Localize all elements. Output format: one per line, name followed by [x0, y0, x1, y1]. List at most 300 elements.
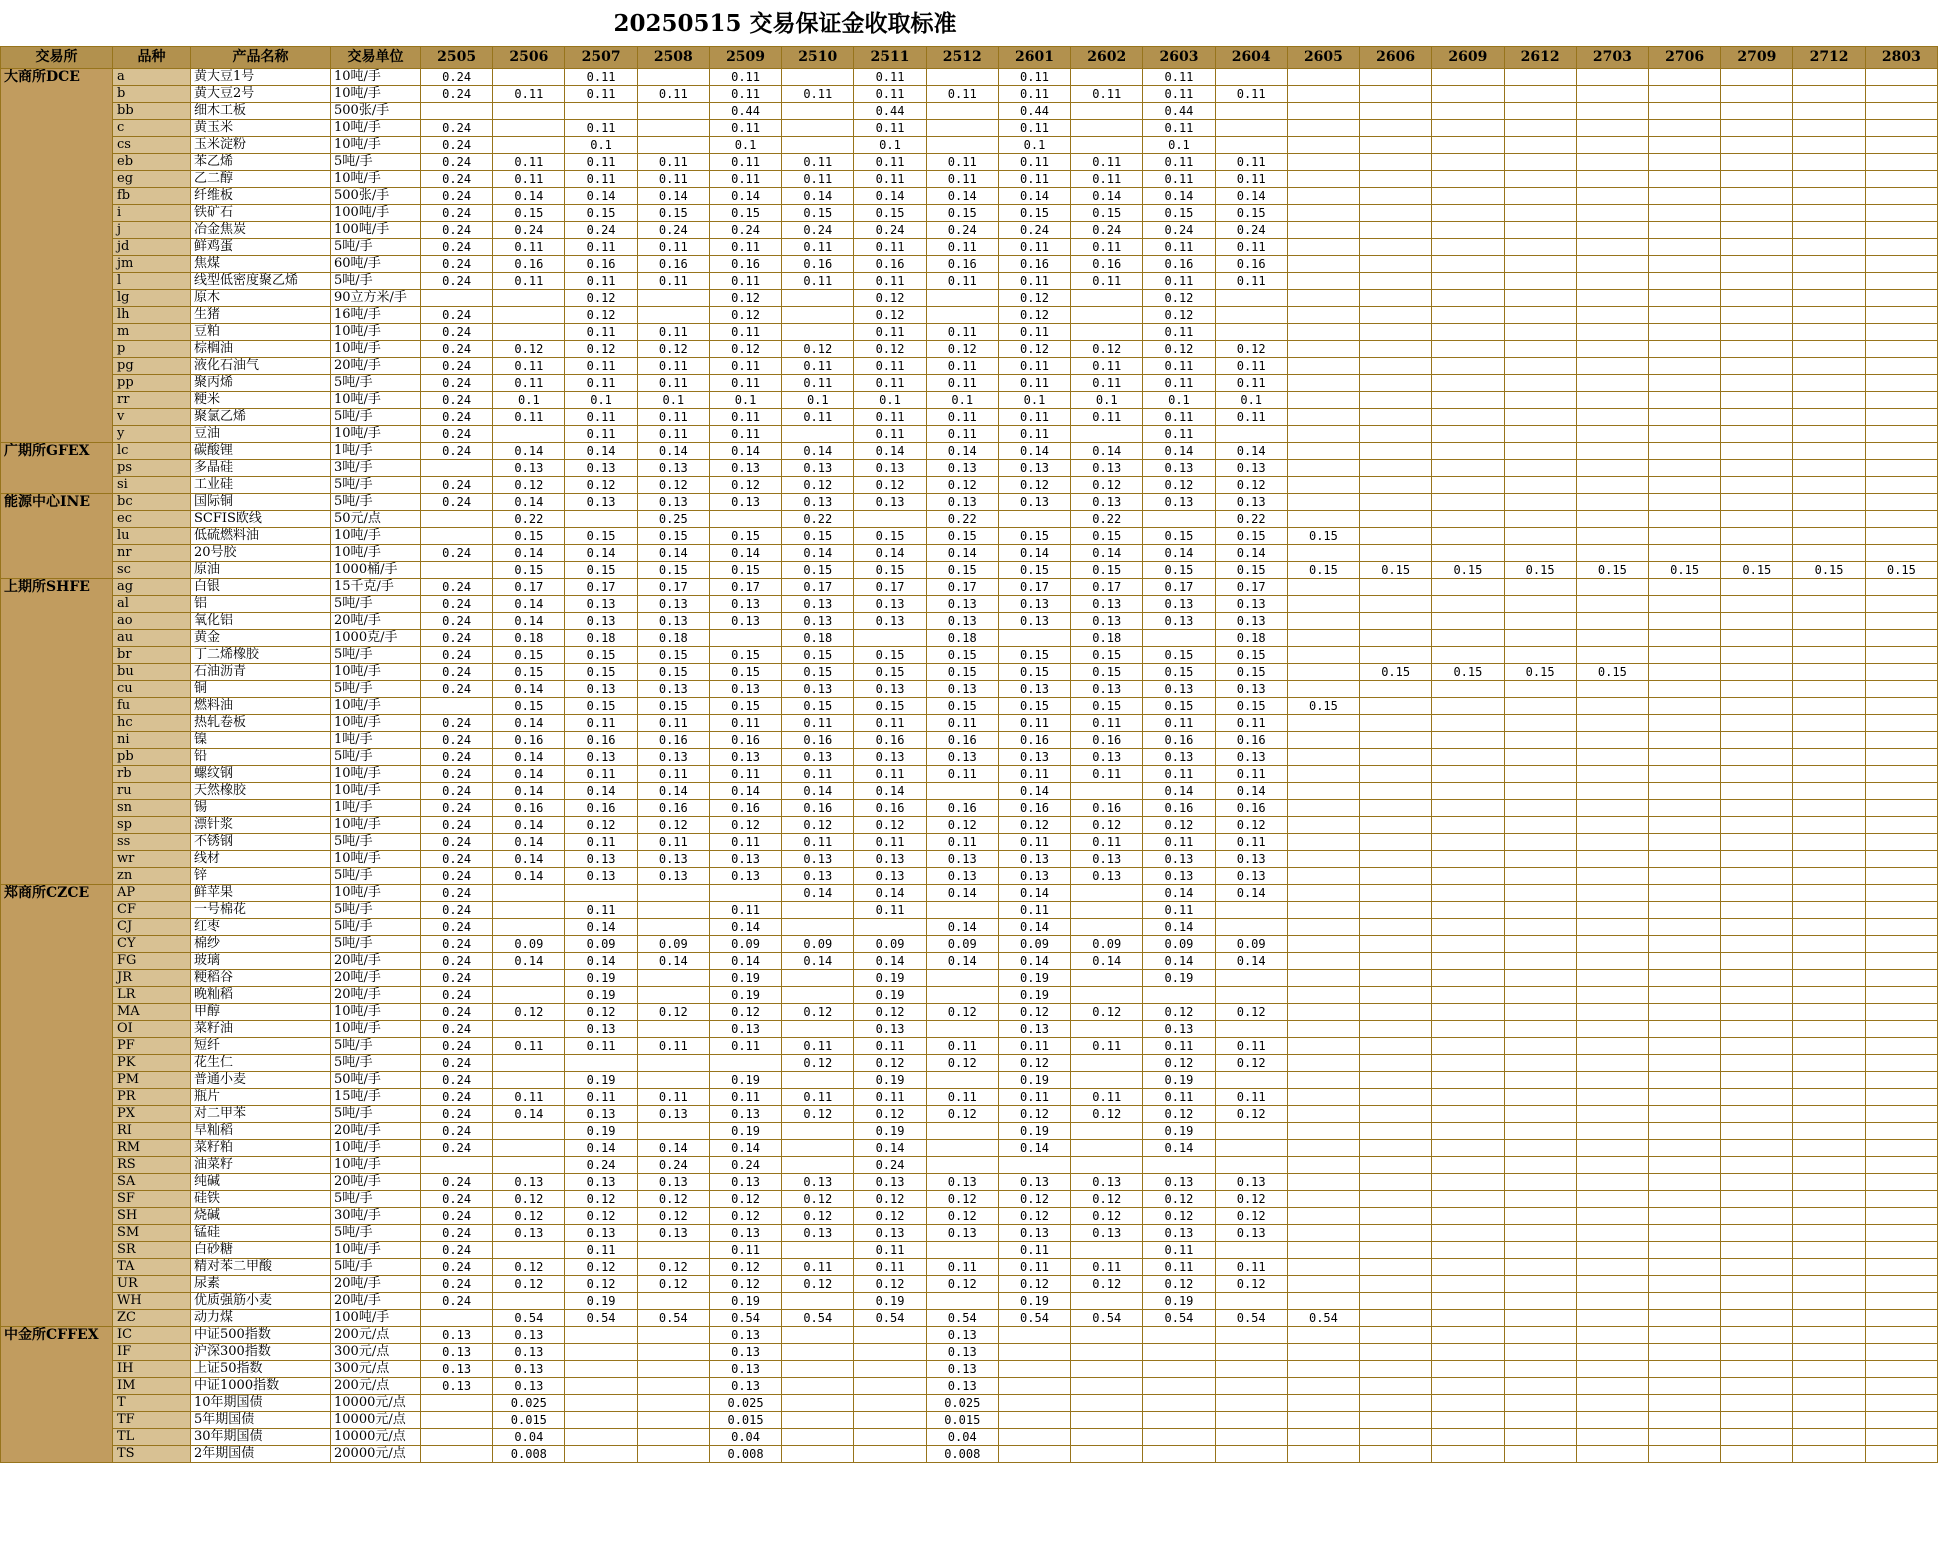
margin-cell[interactable]: 0.14 [782, 953, 854, 970]
margin-cell[interactable] [1360, 494, 1432, 511]
margin-cell[interactable] [926, 987, 998, 1004]
margin-cell[interactable]: 0.16 [854, 732, 926, 749]
margin-cell[interactable] [1360, 256, 1432, 273]
margin-cell[interactable]: 0.11 [565, 409, 637, 426]
margin-cell[interactable] [782, 324, 854, 341]
margin-cell[interactable]: 0.14 [854, 783, 926, 800]
margin-cell[interactable]: 0.15 [926, 562, 998, 579]
margin-cell[interactable]: 0.12 [565, 307, 637, 324]
margin-cell[interactable]: 0.09 [926, 936, 998, 953]
product-name-cell[interactable]: 花生仁 [191, 1055, 331, 1072]
margin-cell[interactable]: 0.13 [421, 1361, 493, 1378]
margin-cell[interactable]: 0.14 [854, 1140, 926, 1157]
margin-cell[interactable] [926, 1140, 998, 1157]
margin-cell[interactable] [1793, 1446, 1865, 1463]
margin-cell[interactable]: 0.13 [493, 1378, 565, 1395]
trading-unit-cell[interactable]: 10000元/点 [331, 1395, 421, 1412]
margin-cell[interactable] [1721, 902, 1793, 919]
margin-cell[interactable] [1648, 613, 1720, 630]
product-name-cell[interactable]: 豆粕 [191, 324, 331, 341]
margin-cell[interactable] [1793, 477, 1865, 494]
margin-cell[interactable]: 0.17 [854, 579, 926, 596]
margin-cell[interactable]: 0.14 [565, 545, 637, 562]
margin-cell[interactable] [1287, 1378, 1359, 1395]
margin-cell[interactable] [1721, 1446, 1793, 1463]
margin-cell[interactable] [493, 919, 565, 936]
product-name-cell[interactable]: 白银 [191, 579, 331, 596]
margin-cell[interactable]: 0.11 [637, 1089, 709, 1106]
margin-cell[interactable]: 0.11 [854, 154, 926, 171]
trading-unit-cell[interactable]: 10000元/点 [331, 1412, 421, 1429]
margin-cell[interactable] [1648, 579, 1720, 596]
margin-cell[interactable] [1865, 477, 1937, 494]
margin-cell[interactable] [1721, 103, 1793, 120]
margin-cell[interactable]: 0.1 [854, 392, 926, 409]
trading-unit-cell[interactable]: 5吨/手 [331, 936, 421, 953]
margin-cell[interactable] [1504, 188, 1576, 205]
margin-cell[interactable]: 0.12 [782, 341, 854, 358]
margin-cell[interactable] [1287, 1174, 1359, 1191]
margin-cell[interactable]: 0.13 [637, 851, 709, 868]
margin-cell[interactable]: 0.11 [1215, 1038, 1287, 1055]
margin-cell[interactable]: 0.15 [998, 647, 1070, 664]
margin-cell[interactable] [1287, 970, 1359, 987]
margin-cell[interactable] [1071, 885, 1143, 902]
margin-cell[interactable] [493, 1293, 565, 1310]
margin-cell[interactable] [1432, 188, 1504, 205]
margin-cell[interactable] [1504, 766, 1576, 783]
margin-cell[interactable]: 0.12 [709, 341, 781, 358]
margin-cell[interactable]: 0.12 [926, 477, 998, 494]
margin-cell[interactable] [1071, 987, 1143, 1004]
margin-cell[interactable] [1143, 1378, 1215, 1395]
margin-cell[interactable]: 0.11 [1215, 766, 1287, 783]
margin-cell[interactable] [1576, 443, 1648, 460]
margin-cell[interactable] [782, 426, 854, 443]
margin-cell[interactable] [1432, 749, 1504, 766]
margin-cell[interactable]: 0.13 [709, 749, 781, 766]
column-header-contract-2706[interactable]: 2706 [1648, 47, 1720, 69]
trading-unit-cell[interactable]: 10吨/手 [331, 341, 421, 358]
margin-cell[interactable] [1721, 1225, 1793, 1242]
margin-cell[interactable] [1576, 171, 1648, 188]
margin-cell[interactable]: 0.14 [709, 1140, 781, 1157]
symbol-cell[interactable]: PK [113, 1055, 191, 1072]
margin-cell[interactable]: 0.15 [998, 664, 1070, 681]
margin-cell[interactable]: 0.14 [637, 443, 709, 460]
margin-cell[interactable]: 0.13 [1143, 851, 1215, 868]
margin-cell[interactable]: 0.12 [998, 477, 1070, 494]
margin-cell[interactable]: 0.11 [854, 86, 926, 103]
margin-cell[interactable] [1721, 1004, 1793, 1021]
margin-cell[interactable]: 0.24 [421, 766, 493, 783]
margin-cell[interactable] [1865, 1089, 1937, 1106]
margin-cell[interactable] [1287, 222, 1359, 239]
margin-cell[interactable] [1287, 290, 1359, 307]
margin-cell[interactable]: 0.11 [782, 358, 854, 375]
trading-unit-cell[interactable]: 5吨/手 [331, 834, 421, 851]
margin-cell[interactable] [637, 902, 709, 919]
margin-cell[interactable]: 0.22 [1215, 511, 1287, 528]
margin-cell[interactable]: 0.11 [493, 375, 565, 392]
margin-cell[interactable] [1865, 341, 1937, 358]
margin-cell[interactable] [1432, 953, 1504, 970]
margin-cell[interactable] [1576, 1208, 1648, 1225]
margin-cell[interactable] [782, 919, 854, 936]
margin-cell[interactable] [1865, 375, 1937, 392]
margin-cell[interactable] [1143, 1412, 1215, 1429]
margin-cell[interactable]: 0.12 [782, 1191, 854, 1208]
margin-cell[interactable] [1648, 188, 1720, 205]
symbol-cell[interactable]: rr [113, 392, 191, 409]
margin-cell[interactable] [637, 1378, 709, 1395]
margin-cell[interactable] [782, 902, 854, 919]
margin-cell[interactable] [1504, 1242, 1576, 1259]
margin-cell[interactable] [1793, 341, 1865, 358]
margin-cell[interactable]: 0.11 [709, 1089, 781, 1106]
margin-cell[interactable]: 0.16 [782, 732, 854, 749]
margin-cell[interactable] [1793, 1429, 1865, 1446]
trading-unit-cell[interactable]: 10吨/手 [331, 766, 421, 783]
margin-cell[interactable]: 0.13 [709, 681, 781, 698]
margin-cell[interactable] [1504, 1327, 1576, 1344]
margin-cell[interactable] [1287, 800, 1359, 817]
symbol-cell[interactable]: SA [113, 1174, 191, 1191]
margin-cell[interactable] [1648, 205, 1720, 222]
trading-unit-cell[interactable]: 10吨/手 [331, 817, 421, 834]
product-name-cell[interactable]: 镍 [191, 732, 331, 749]
margin-cell[interactable]: 0.16 [998, 800, 1070, 817]
margin-cell[interactable]: 0.15 [565, 647, 637, 664]
margin-cell[interactable] [1648, 511, 1720, 528]
margin-cell[interactable] [1793, 1412, 1865, 1429]
trading-unit-cell[interactable]: 500张/手 [331, 188, 421, 205]
margin-cell[interactable] [1215, 137, 1287, 154]
margin-cell[interactable]: 0.12 [709, 817, 781, 834]
margin-cell[interactable]: 0.16 [1143, 800, 1215, 817]
trading-unit-cell[interactable]: 5吨/手 [331, 1191, 421, 1208]
margin-cell[interactable] [1287, 681, 1359, 698]
margin-cell[interactable]: 0.13 [1071, 460, 1143, 477]
margin-cell[interactable] [854, 919, 926, 936]
symbol-cell[interactable]: PM [113, 1072, 191, 1089]
margin-cell[interactable] [493, 290, 565, 307]
margin-cell[interactable] [1648, 154, 1720, 171]
margin-cell[interactable]: 0.11 [1071, 715, 1143, 732]
margin-cell[interactable] [1432, 341, 1504, 358]
margin-cell[interactable] [1360, 1140, 1432, 1157]
margin-cell[interactable]: 0.11 [565, 1089, 637, 1106]
margin-cell[interactable]: 0.11 [565, 1038, 637, 1055]
margin-cell[interactable]: 0.13 [493, 1344, 565, 1361]
margin-cell[interactable]: 0.44 [998, 103, 1070, 120]
margin-cell[interactable] [1432, 1106, 1504, 1123]
margin-cell[interactable] [493, 103, 565, 120]
product-name-cell[interactable]: 黄玉米 [191, 120, 331, 137]
margin-cell[interactable] [1287, 477, 1359, 494]
margin-cell[interactable] [998, 1344, 1070, 1361]
margin-cell[interactable]: 0.19 [998, 970, 1070, 987]
margin-cell[interactable] [1721, 800, 1793, 817]
margin-cell[interactable] [1865, 953, 1937, 970]
symbol-cell[interactable]: RS [113, 1157, 191, 1174]
margin-cell[interactable] [1287, 375, 1359, 392]
trading-unit-cell[interactable]: 10吨/手 [331, 171, 421, 188]
margin-cell[interactable] [1721, 630, 1793, 647]
margin-cell[interactable] [1504, 426, 1576, 443]
margin-cell[interactable]: 0.15 [1143, 528, 1215, 545]
margin-cell[interactable]: 0.24 [421, 664, 493, 681]
margin-cell[interactable] [1721, 358, 1793, 375]
margin-cell[interactable] [1071, 307, 1143, 324]
trading-unit-cell[interactable]: 20吨/手 [331, 358, 421, 375]
trading-unit-cell[interactable]: 5吨/手 [331, 477, 421, 494]
margin-cell[interactable]: 0.15 [1287, 562, 1359, 579]
margin-cell[interactable]: 0.16 [1143, 732, 1215, 749]
margin-cell[interactable]: 0.13 [1071, 1225, 1143, 1242]
margin-cell[interactable] [1793, 392, 1865, 409]
product-name-cell[interactable]: 纤维板 [191, 188, 331, 205]
symbol-cell[interactable]: bb [113, 103, 191, 120]
margin-cell[interactable] [782, 970, 854, 987]
margin-cell[interactable] [1576, 477, 1648, 494]
margin-cell[interactable]: 0.15 [782, 664, 854, 681]
margin-cell[interactable] [1504, 69, 1576, 86]
margin-cell[interactable] [1504, 1259, 1576, 1276]
margin-cell[interactable] [637, 290, 709, 307]
trading-unit-cell[interactable]: 10吨/手 [331, 120, 421, 137]
margin-cell[interactable] [1071, 1378, 1143, 1395]
margin-cell[interactable] [926, 1072, 998, 1089]
margin-cell[interactable] [1865, 239, 1937, 256]
margin-cell[interactable]: 0.11 [493, 239, 565, 256]
margin-cell[interactable]: 0.15 [1215, 647, 1287, 664]
margin-cell[interactable]: 0.09 [1071, 936, 1143, 953]
margin-cell[interactable]: 0.14 [709, 188, 781, 205]
symbol-cell[interactable]: lg [113, 290, 191, 307]
margin-cell[interactable] [1576, 647, 1648, 664]
margin-cell[interactable] [1721, 1259, 1793, 1276]
margin-cell[interactable] [1721, 1327, 1793, 1344]
margin-cell[interactable] [1287, 1293, 1359, 1310]
margin-cell[interactable]: 0.14 [926, 545, 998, 562]
margin-cell[interactable] [1648, 1446, 1720, 1463]
margin-cell[interactable]: 0.54 [782, 1310, 854, 1327]
column-header-contract-2603[interactable]: 2603 [1143, 47, 1215, 69]
margin-cell[interactable] [1576, 1021, 1648, 1038]
margin-cell[interactable]: 0.16 [926, 732, 998, 749]
margin-cell[interactable] [1865, 137, 1937, 154]
margin-cell[interactable]: 0.12 [854, 307, 926, 324]
symbol-cell[interactable]: sp [113, 817, 191, 834]
margin-cell[interactable]: 0.11 [926, 239, 998, 256]
margin-cell[interactable]: 0.12 [782, 817, 854, 834]
margin-cell[interactable] [1865, 324, 1937, 341]
margin-cell[interactable] [1648, 120, 1720, 137]
margin-cell[interactable]: 0.14 [1215, 783, 1287, 800]
trading-unit-cell[interactable]: 10吨/手 [331, 885, 421, 902]
margin-cell[interactable]: 0.11 [1143, 239, 1215, 256]
margin-cell[interactable]: 0.22 [1071, 511, 1143, 528]
margin-cell[interactable]: 0.1 [1143, 392, 1215, 409]
margin-cell[interactable] [1287, 851, 1359, 868]
margin-cell[interactable]: 0.13 [637, 613, 709, 630]
margin-cell[interactable] [1360, 1446, 1432, 1463]
margin-cell[interactable]: 0.12 [1071, 341, 1143, 358]
margin-cell[interactable] [709, 630, 781, 647]
trading-unit-cell[interactable]: 5吨/手 [331, 902, 421, 919]
margin-cell[interactable]: 0.15 [709, 647, 781, 664]
margin-cell[interactable] [1287, 1038, 1359, 1055]
margin-cell[interactable]: 0.12 [1071, 817, 1143, 834]
margin-cell[interactable] [1648, 137, 1720, 154]
margin-cell[interactable] [493, 987, 565, 1004]
margin-cell[interactable] [926, 970, 998, 987]
margin-cell[interactable]: 0.15 [637, 562, 709, 579]
trading-unit-cell[interactable]: 1吨/手 [331, 443, 421, 460]
margin-cell[interactable]: 0.11 [998, 154, 1070, 171]
margin-cell[interactable] [1504, 341, 1576, 358]
margin-cell[interactable] [1504, 1429, 1576, 1446]
margin-cell[interactable] [637, 1123, 709, 1140]
margin-cell[interactable] [782, 1072, 854, 1089]
margin-cell[interactable] [637, 307, 709, 324]
margin-cell[interactable] [1576, 834, 1648, 851]
margin-cell[interactable]: 0.14 [565, 188, 637, 205]
margin-cell[interactable]: 0.15 [1071, 698, 1143, 715]
symbol-cell[interactable]: LR [113, 987, 191, 1004]
margin-cell[interactable]: 0.11 [709, 120, 781, 137]
margin-cell[interactable]: 0.1 [565, 392, 637, 409]
margin-cell[interactable] [1648, 375, 1720, 392]
margin-cell[interactable] [1721, 1055, 1793, 1072]
trading-unit-cell[interactable]: 10吨/手 [331, 1157, 421, 1174]
column-header-contract-2510[interactable]: 2510 [782, 47, 854, 69]
margin-cell[interactable] [1215, 103, 1287, 120]
margin-cell[interactable]: 0.14 [493, 783, 565, 800]
product-name-cell[interactable]: 细木工板 [191, 103, 331, 120]
margin-cell[interactable] [1287, 409, 1359, 426]
symbol-cell[interactable]: IH [113, 1361, 191, 1378]
margin-cell[interactable] [1648, 494, 1720, 511]
margin-cell[interactable] [1793, 1327, 1865, 1344]
margin-cell[interactable]: 0.13 [565, 851, 637, 868]
margin-cell[interactable]: 0.11 [493, 171, 565, 188]
margin-cell[interactable] [1504, 868, 1576, 885]
margin-cell[interactable] [1287, 120, 1359, 137]
product-name-cell[interactable]: SCFIS欧线 [191, 511, 331, 528]
margin-cell[interactable]: 0.13 [493, 1174, 565, 1191]
trading-unit-cell[interactable]: 5吨/手 [331, 409, 421, 426]
margin-cell[interactable] [637, 137, 709, 154]
margin-cell[interactable] [1865, 817, 1937, 834]
margin-cell[interactable] [926, 1293, 998, 1310]
margin-cell[interactable] [1793, 545, 1865, 562]
symbol-cell[interactable]: ao [113, 613, 191, 630]
margin-cell[interactable] [782, 987, 854, 1004]
margin-cell[interactable] [1432, 783, 1504, 800]
margin-cell[interactable] [1504, 1106, 1576, 1123]
margin-cell[interactable] [854, 630, 926, 647]
margin-cell[interactable]: 0.15 [782, 205, 854, 222]
margin-cell[interactable] [1865, 1378, 1937, 1395]
margin-cell[interactable]: 0.12 [1143, 1004, 1215, 1021]
margin-cell[interactable] [1143, 987, 1215, 1004]
margin-cell[interactable] [565, 103, 637, 120]
margin-cell[interactable] [1865, 970, 1937, 987]
margin-cell[interactable]: 0.11 [854, 715, 926, 732]
margin-cell[interactable] [1721, 1208, 1793, 1225]
margin-cell[interactable] [1215, 970, 1287, 987]
product-name-cell[interactable]: 2年期国债 [191, 1446, 331, 1463]
margin-cell[interactable]: 0.13 [1215, 851, 1287, 868]
margin-cell[interactable]: 0.15 [1215, 562, 1287, 579]
margin-cell[interactable] [1721, 256, 1793, 273]
margin-cell[interactable] [1360, 1004, 1432, 1021]
margin-cell[interactable] [421, 1412, 493, 1429]
margin-cell[interactable]: 0.16 [1215, 732, 1287, 749]
margin-cell[interactable] [1360, 324, 1432, 341]
margin-cell[interactable]: 0.11 [926, 86, 998, 103]
margin-cell[interactable]: 0.12 [565, 1276, 637, 1293]
margin-cell[interactable] [926, 69, 998, 86]
margin-cell[interactable] [926, 103, 998, 120]
margin-cell[interactable] [1360, 1242, 1432, 1259]
margin-cell[interactable] [1576, 749, 1648, 766]
trading-unit-cell[interactable]: 15千克/手 [331, 579, 421, 596]
margin-cell[interactable] [1793, 460, 1865, 477]
margin-cell[interactable] [1432, 103, 1504, 120]
symbol-cell[interactable]: pb [113, 749, 191, 766]
margin-cell[interactable]: 0.11 [709, 154, 781, 171]
margin-cell[interactable] [1432, 1208, 1504, 1225]
margin-cell[interactable]: 0.12 [1215, 1191, 1287, 1208]
margin-cell[interactable]: 0.14 [493, 613, 565, 630]
margin-cell[interactable] [1071, 1055, 1143, 1072]
margin-cell[interactable] [1360, 103, 1432, 120]
margin-cell[interactable]: 0.13 [782, 681, 854, 698]
margin-cell[interactable]: 0.13 [782, 749, 854, 766]
trading-unit-cell[interactable]: 10吨/手 [331, 715, 421, 732]
margin-cell[interactable] [1648, 1429, 1720, 1446]
margin-cell[interactable] [1648, 1395, 1720, 1412]
margin-cell[interactable]: 0.19 [1143, 1293, 1215, 1310]
margin-cell[interactable] [1504, 1293, 1576, 1310]
margin-cell[interactable]: 0.11 [998, 1038, 1070, 1055]
margin-cell[interactable]: 0.14 [565, 1140, 637, 1157]
margin-cell[interactable]: 0.24 [493, 222, 565, 239]
product-name-cell[interactable]: 沪深300指数 [191, 1344, 331, 1361]
margin-cell[interactable]: 0.13 [782, 1225, 854, 1242]
margin-cell[interactable] [1793, 851, 1865, 868]
margin-cell[interactable] [1648, 392, 1720, 409]
product-name-cell[interactable]: 豆油 [191, 426, 331, 443]
symbol-cell[interactable]: i [113, 205, 191, 222]
margin-cell[interactable] [493, 307, 565, 324]
margin-cell[interactable]: 0.12 [1143, 1191, 1215, 1208]
margin-cell[interactable] [1648, 1072, 1720, 1089]
trading-unit-cell[interactable]: 1000桶/手 [331, 562, 421, 579]
margin-cell[interactable] [1793, 885, 1865, 902]
margin-cell[interactable]: 0.015 [709, 1412, 781, 1429]
margin-cell[interactable] [1215, 1072, 1287, 1089]
trading-unit-cell[interactable]: 10000元/点 [331, 1429, 421, 1446]
margin-cell[interactable] [1793, 1361, 1865, 1378]
margin-cell[interactable]: 0.14 [1143, 1140, 1215, 1157]
margin-cell[interactable]: 0.13 [565, 749, 637, 766]
margin-cell[interactable]: 0.12 [1071, 1106, 1143, 1123]
margin-cell[interactable] [1721, 766, 1793, 783]
